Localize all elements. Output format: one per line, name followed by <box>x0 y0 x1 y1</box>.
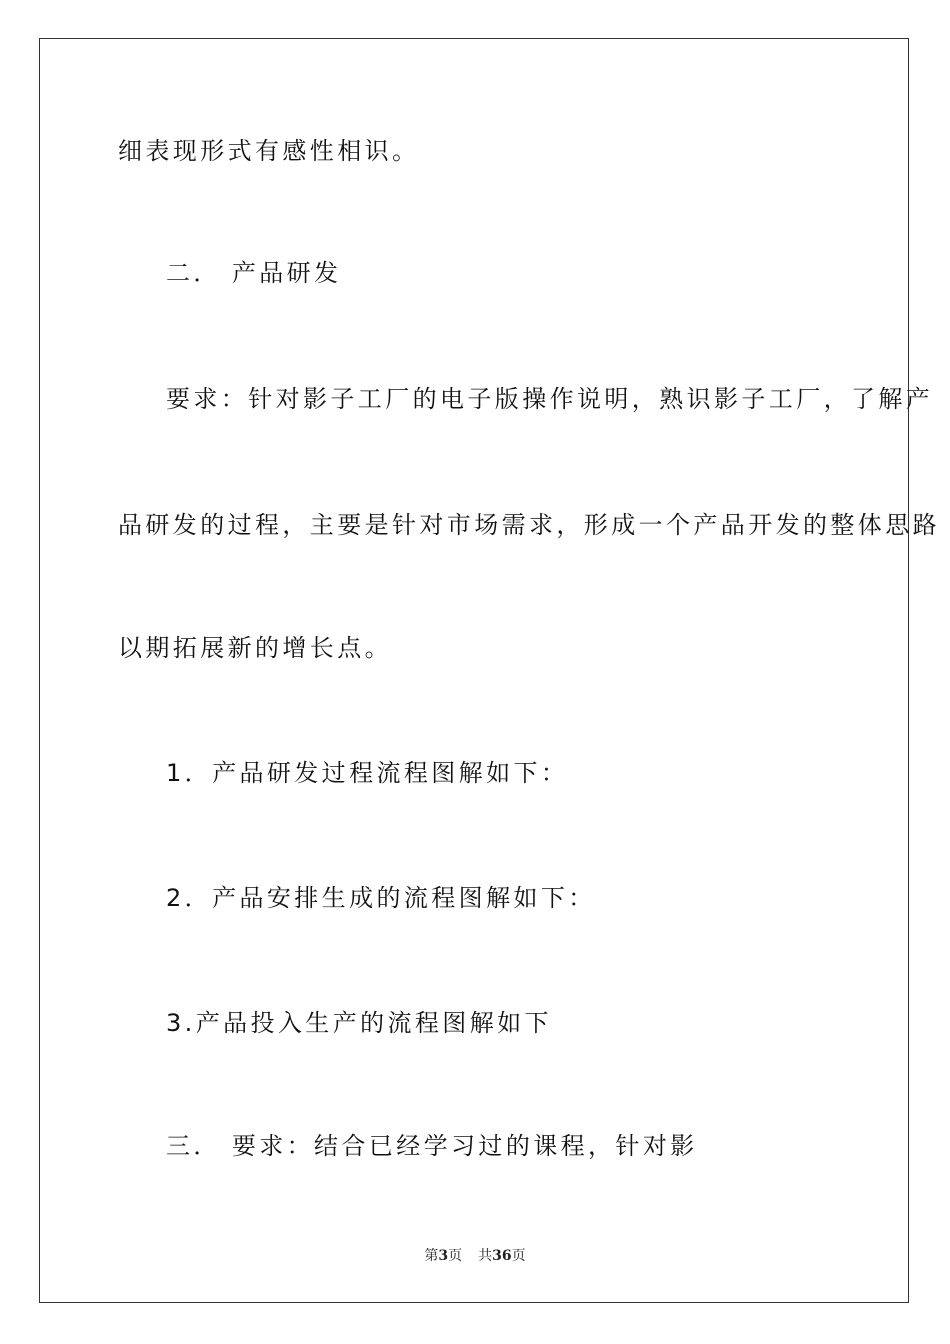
section-heading-3: 三． 要求：结合已经学习过的课程，针对影 <box>166 1132 698 1160</box>
list-item-3: 3.产品投入生产的流程图解如下 <box>166 1009 552 1037</box>
paragraph-line-5: 以期拓展新的增长点。 <box>118 634 392 662</box>
list-item-2: 2．产品安排生成的流程图解如下： <box>166 884 596 912</box>
footer-page-prefix: 第 <box>424 1248 439 1264</box>
section-heading-2: 二． 产品研发 <box>166 259 342 287</box>
footer-total-number: 36 <box>492 1248 512 1264</box>
paragraph-line-4: 品研发的过程，主要是针对市场需求，形成一个产品开发的整体思路 <box>118 511 940 539</box>
paragraph-line-3: 要求：针对影子工厂的电子版操作说明，熟识影子工厂，了解产 <box>166 385 934 413</box>
page-footer <box>0 1246 950 1266</box>
footer-total-suffix: 页 <box>511 1248 526 1264</box>
list-item-1: 1．产品研发过程流程图解如下： <box>166 759 569 787</box>
footer-total-prefix: 共 <box>478 1248 493 1264</box>
footer-page-number: 3 <box>438 1248 449 1264</box>
footer-page-suffix: 页 <box>448 1248 463 1264</box>
paragraph-line-1: 细表现形式有感性相识。 <box>118 137 420 165</box>
page-border <box>39 38 909 1303</box>
